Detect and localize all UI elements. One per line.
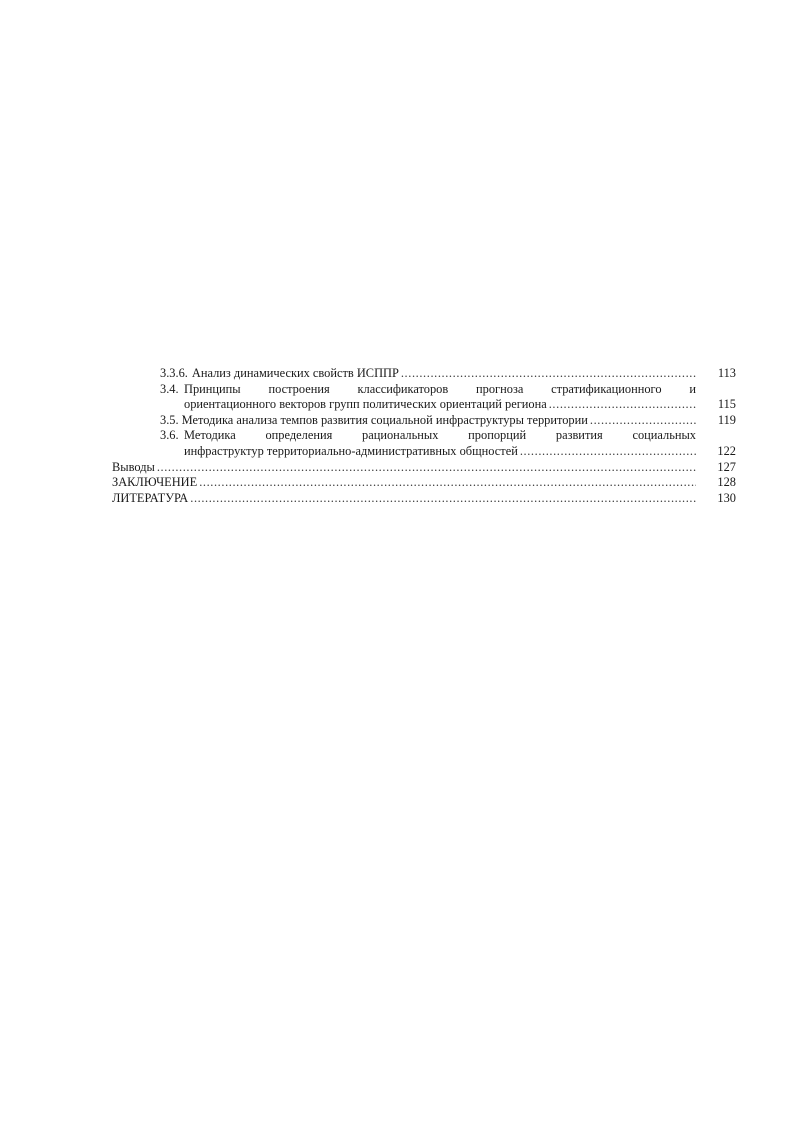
toc-entry-page: 122 bbox=[717, 443, 736, 458]
toc-entry[interactable] bbox=[112, 382, 736, 413]
toc-entry-page: 115 bbox=[717, 397, 736, 412]
toc-entry-number: 3.5. bbox=[160, 412, 179, 427]
toc-entry-title: ЛИТЕРАТУРА bbox=[112, 490, 189, 505]
toc-entry-title-line-2: ориентационного векторов групп политических ориентаций региона bbox=[184, 397, 547, 412]
leader-dots bbox=[199, 475, 696, 491]
leader-dots bbox=[157, 460, 696, 476]
leader-dots bbox=[549, 397, 696, 413]
toc-entry-page: 128 bbox=[717, 475, 736, 490]
toc-entry[interactable] bbox=[112, 460, 736, 476]
toc-entry-number: 3.3.6. bbox=[160, 366, 188, 380]
toc-entry-page: 127 bbox=[717, 459, 736, 474]
toc-entry[interactable] bbox=[112, 366, 736, 382]
toc-entry-title: Методика анализа темпов развития социальной инфраструктуры территории bbox=[181, 412, 588, 427]
toc-entry[interactable] bbox=[112, 491, 736, 507]
toc-entry[interactable] bbox=[112, 428, 736, 459]
toc-entry-page: 130 bbox=[717, 490, 736, 505]
toc-entry-title: Выводы bbox=[112, 459, 155, 474]
toc-entry-number: 3.4. bbox=[160, 381, 179, 396]
toc-entry-page: 113 bbox=[717, 366, 736, 380]
table-of-contents bbox=[112, 366, 736, 506]
toc-entry-title: ЗАКЛЮЧЕНИЕ bbox=[112, 475, 198, 490]
toc-entry-title: Анализ динамических свойств ИСППР bbox=[191, 366, 399, 380]
leader-dots bbox=[520, 444, 696, 460]
toc-entry-title-line-1: Принципы построения классификаторов прогноза стратификационного и bbox=[184, 381, 696, 396]
toc-entry[interactable] bbox=[112, 413, 736, 429]
leader-dots bbox=[190, 491, 696, 507]
toc-entry-page: 119 bbox=[717, 412, 736, 427]
toc-entry[interactable] bbox=[112, 475, 736, 491]
leader-dots bbox=[401, 366, 696, 382]
toc-entry-title-line-1: Методика определения рациональных пропорций развития социальных bbox=[184, 428, 696, 443]
toc-entry-title-line-2: инфраструктур территориально-административных общностей bbox=[184, 443, 518, 458]
leader-dots bbox=[590, 413, 696, 429]
toc-entry-number: 3.6. bbox=[160, 428, 179, 443]
